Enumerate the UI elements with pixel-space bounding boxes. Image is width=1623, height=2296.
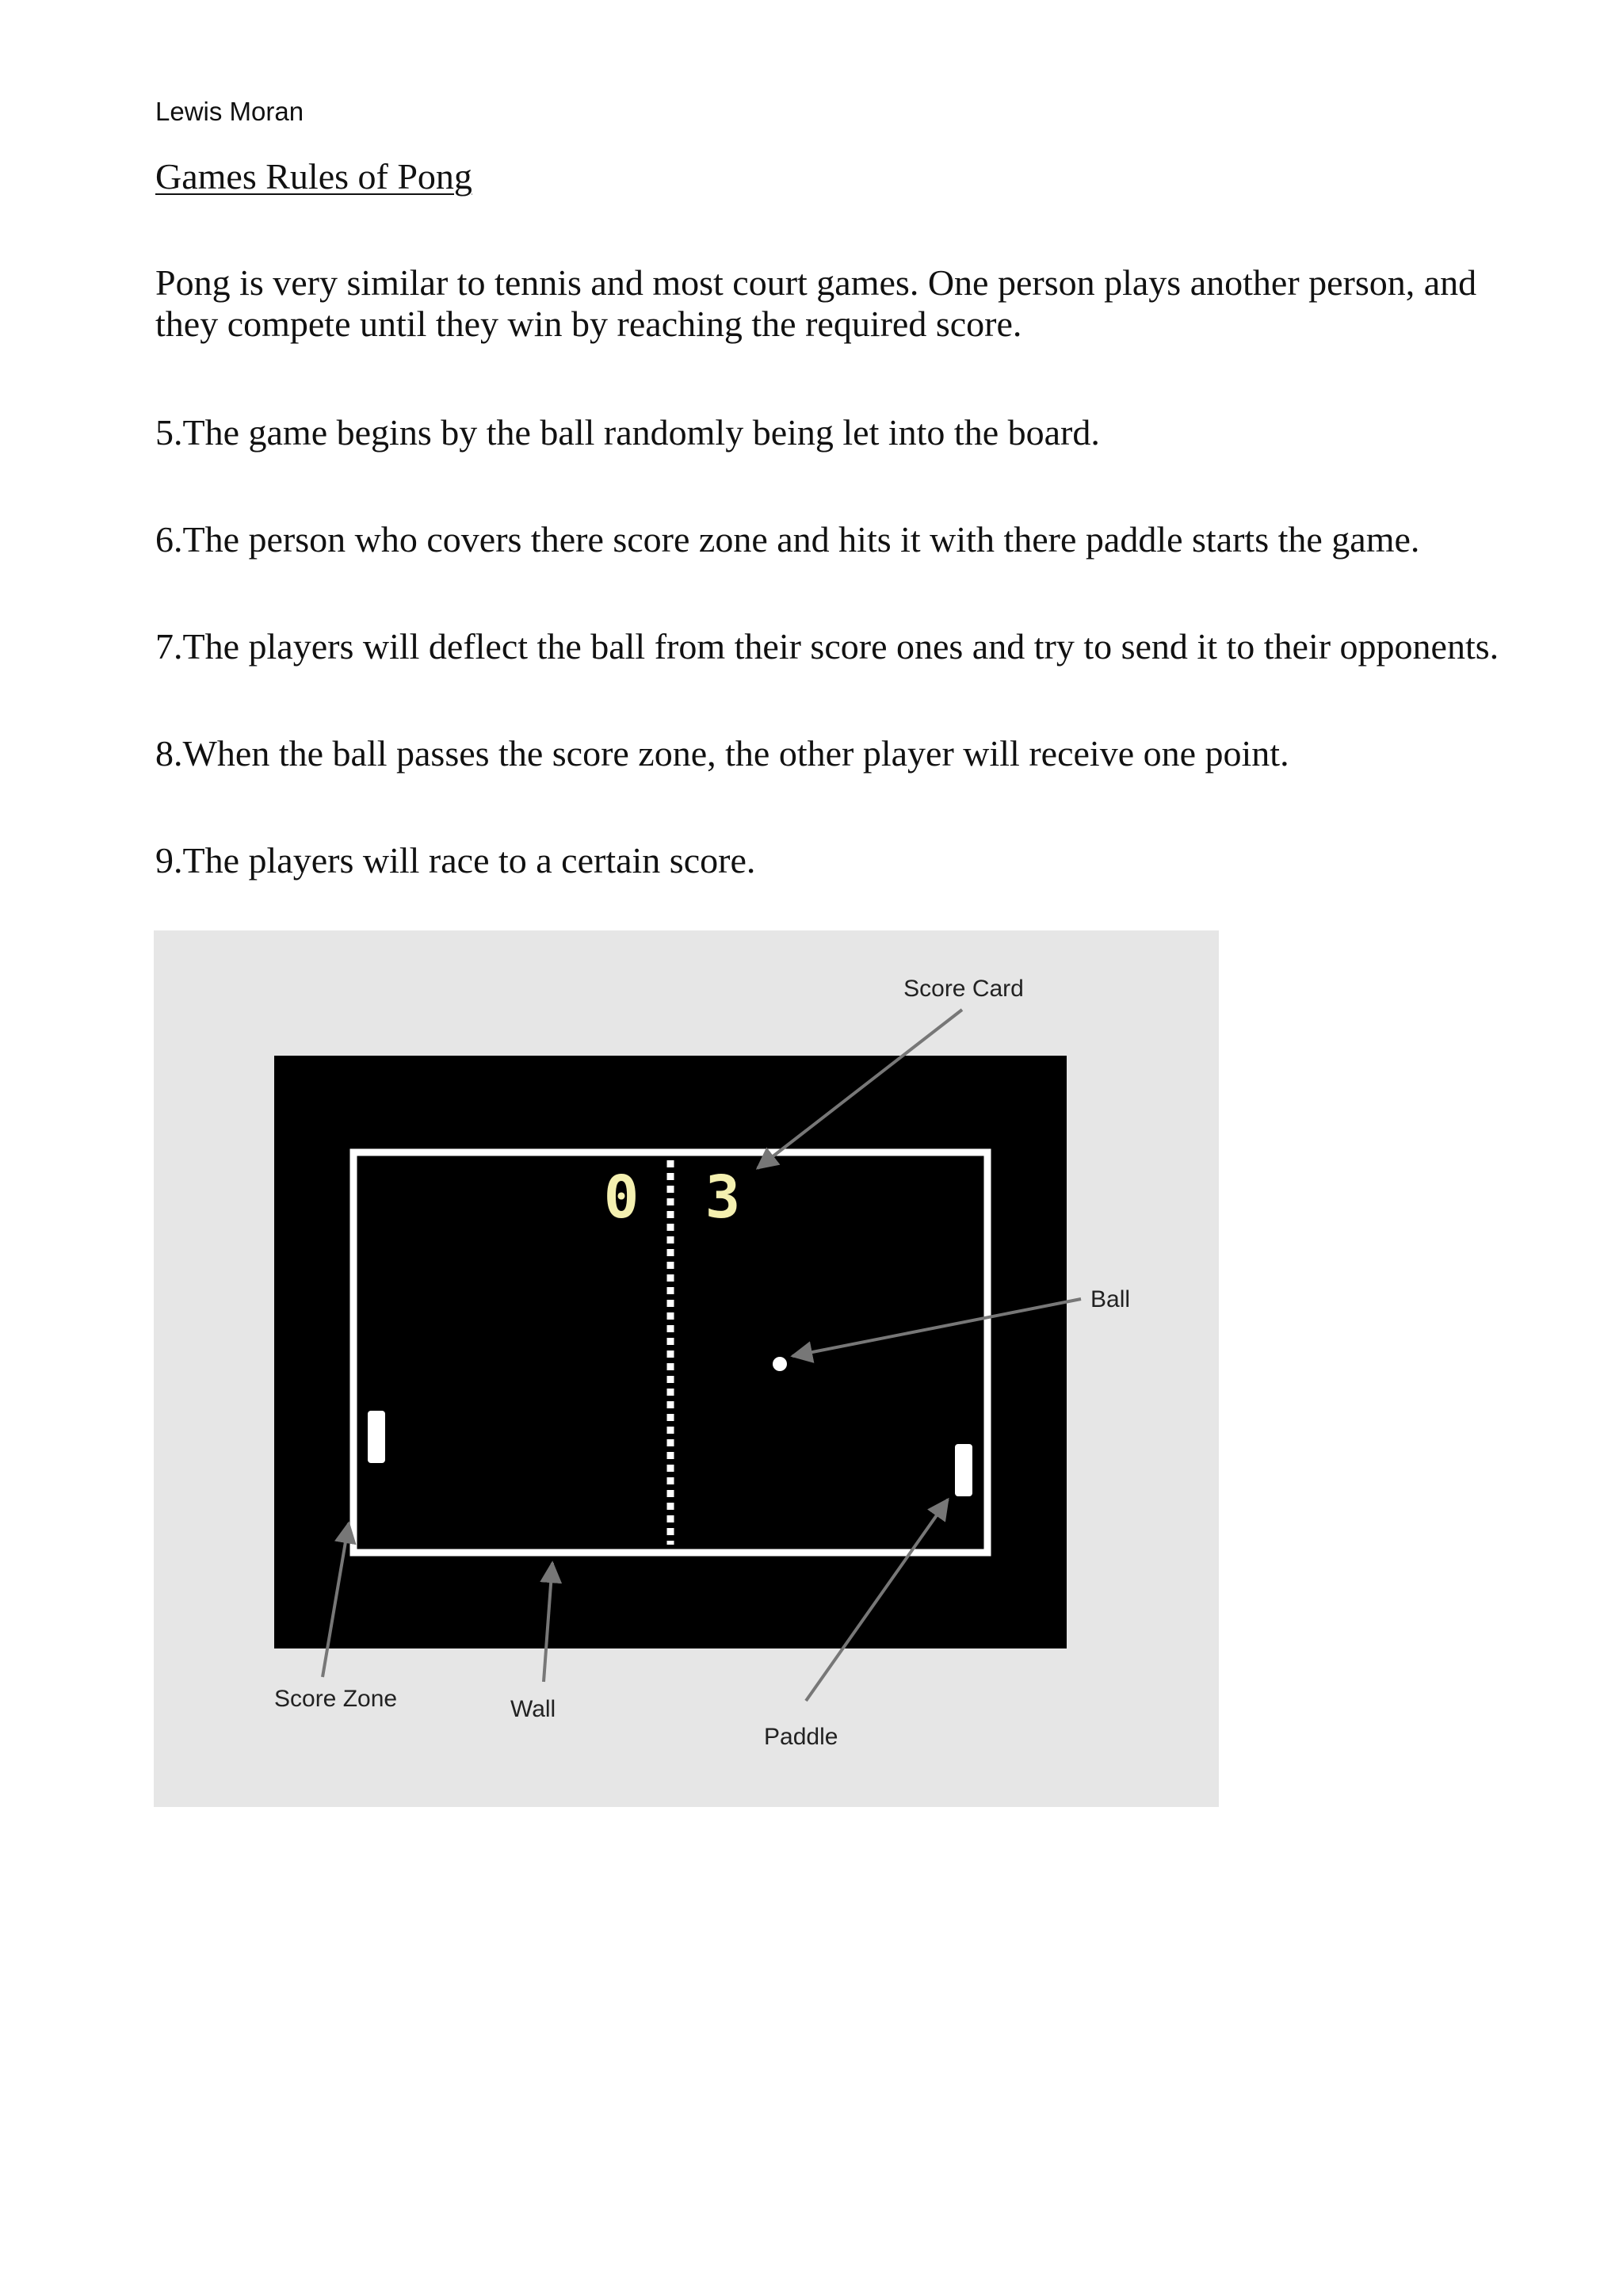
paddle-left [368,1411,385,1463]
page-title: Games Rules of Pong [155,156,472,197]
ball [773,1357,787,1371]
rule-7: 7.The players will deflect the ball from their score ones and try to send it to their opponents. [155,626,1499,667]
pong-diagram [154,930,1219,1807]
paddle-right [955,1444,972,1496]
rule-5: 5.The game begins by the ball randomly being let into the board. [155,412,1100,453]
label-score-zone: Score Zone [274,1686,398,1712]
rule-6: 6.The person who covers there score zone and hits it with there paddle starts the game. [155,519,1420,560]
label-score-card: Score Card [903,976,1024,1002]
label-wall: Wall [510,1696,556,1722]
label-paddle: Paddle [764,1724,838,1750]
author-name: Lewis Moran [155,97,304,126]
label-ball: Ball [1090,1286,1131,1312]
rule-9: 9.The players will race to a certain score. [155,840,756,881]
score-left: 0 [603,1163,640,1232]
intro-paragraph: Pong is very similar to tennis and most court games. One person plays another person, and they compete until they win by reaching the required score. [155,262,1477,344]
score-right: 3 [705,1163,741,1232]
rule-8: 8.When the ball passes the score zone, the other player will receive one point. [155,733,1289,774]
